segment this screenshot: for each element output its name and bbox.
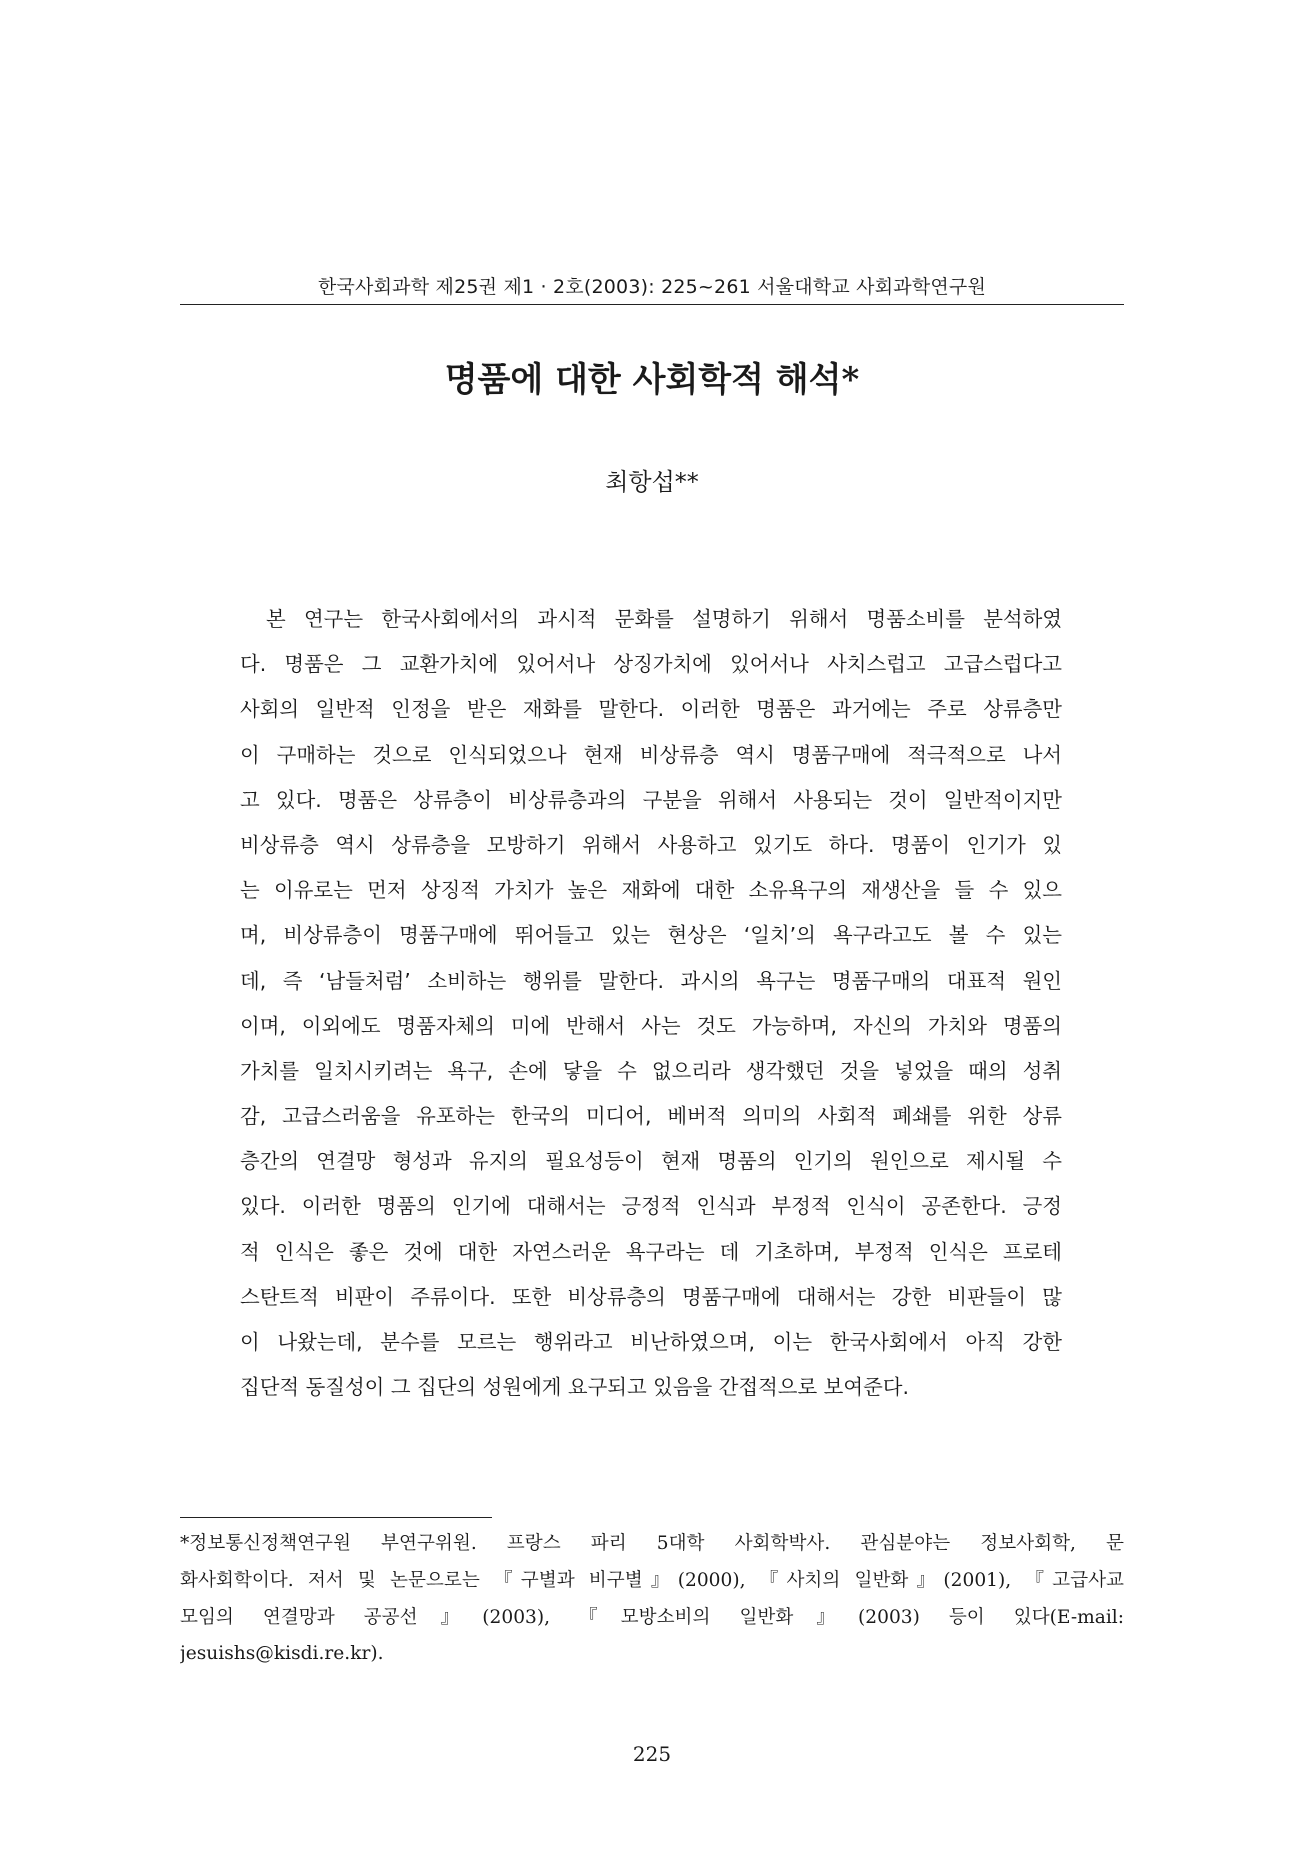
abstract-line: 있다. 이러한 명품의 인기에 대해서는 긍정적 인식과 부정적 인식이 공존한다. 긍정	[240, 1194, 1062, 1219]
author-footnote	[180, 1530, 1124, 1677]
journal-citation-header: 한국사회과학 제25권 제1 · 2호(2003): 225~261 서울대학교 사회과학연구원	[317, 276, 987, 298]
abstract-line: 감, 고급스러움을 유포하는 한국의 미디어, 베버적 의미의 사회적 폐쇄를 위한 상류	[240, 1104, 1062, 1129]
abstract-line: 집단적 동질성이 그 집단의 성원에게 요구되고 있음을 간접적으로 보여준다.	[240, 1375, 909, 1400]
footnote-line: jesuishs@kisdi.re.kr).	[180, 1643, 384, 1665]
abstract-line: 이 나왔는데, 분수를 모르는 행위라고 비난하였으며, 이는 한국사회에서 아직 강한	[240, 1330, 1062, 1354]
footnote-line: 모임의 연결망과 공공선』(2003), 『모방소비의 일반화』(2003) 등이 있다(E-mail:	[180, 1606, 1124, 1628]
abstract-line: 이며, 이외에도 명품자체의 미에 반해서 사는 것도 가능하며, 자신의 가치와 명품의	[240, 1013, 1062, 1038]
abstract-line: 스탄트적 비판이 주류이다. 또한 비상류층의 명품구매에 대해서는 강한 비판들이 많	[240, 1284, 1062, 1309]
abstract-line: 며, 비상류층이 명품구매에 뛰어들고 있는 현상은 ‘일치’의 욕구라고도 볼 수 있는	[240, 923, 1062, 948]
abstract-line: 가치를 일치시키려는 욕구, 손에 닿을 수 없으리라 생각했던 것을 넣었을 때의 성취	[240, 1058, 1062, 1083]
abstract-line: 사회의 일반적 인정을 받은 재화를 말한다. 이러한 명품은 과거에는 주로 상류층만	[240, 697, 1062, 722]
abstract-line: 다. 명품은 그 교환가치에 있어서나 상징가치에 있어서나 사치스럽고 고급스럽다고	[240, 652, 1062, 677]
abstract-line: 이 구매하는 것으로 인식되었으나 현재 비상류층 역시 명품구매에 적극적으로 나서	[240, 742, 1062, 767]
abstract-line: 고 있다. 명품은 상류층이 비상류층과의 구분을 위해서 사용되는 것이 일반적이지만	[240, 787, 1062, 812]
footnote-line: *정보통신정책연구원 부연구위원. 프랑스 파리 5대학 사회학박사. 관심분야는 정보사회학, 문	[180, 1533, 1124, 1554]
paper-title: 명품에 대한 사회학적 해석*	[444, 360, 860, 400]
abstract-line: 본 연구는 한국사회에서의 과시적 문화를 설명하기 위해서 명품소비를 분석하였	[266, 607, 1062, 631]
page-number: 225	[632, 1742, 672, 1766]
footnote-divider	[180, 1517, 492, 1518]
abstract-line: 는 이유로는 먼저 상징적 가치가 높은 재화에 대한 소유욕구의 재생산을 들 수 있으	[240, 878, 1062, 903]
author-name: 최항섭**	[605, 468, 699, 496]
footnote-line: 화사회학이다. 저서 및 논문으로는 『구별과 비구별』(2000), 『사치의 일반화』(2001), 『고급사교	[180, 1569, 1124, 1591]
abstract-line: 데, 즉 ‘남들처럼’ 소비하는 행위를 말한다. 과시의 욕구는 명품구매의 대표적 원인	[240, 968, 1062, 993]
header-divider	[180, 304, 1124, 305]
abstract-line: 층간의 연결망 형성과 유지의 필요성등이 현재 명품의 인기의 원인으로 제시될 수	[240, 1149, 1062, 1174]
abstract-line: 적 인식은 좋은 것에 대한 자연스러운 욕구라는 데 기초하며, 부정적 인식은 프로테	[240, 1239, 1062, 1264]
abstract-line: 비상류층 역시 상류층을 모방하기 위해서 사용하고 있기도 하다. 명품이 인기가 있	[240, 832, 1062, 857]
abstract	[240, 604, 1062, 1417]
